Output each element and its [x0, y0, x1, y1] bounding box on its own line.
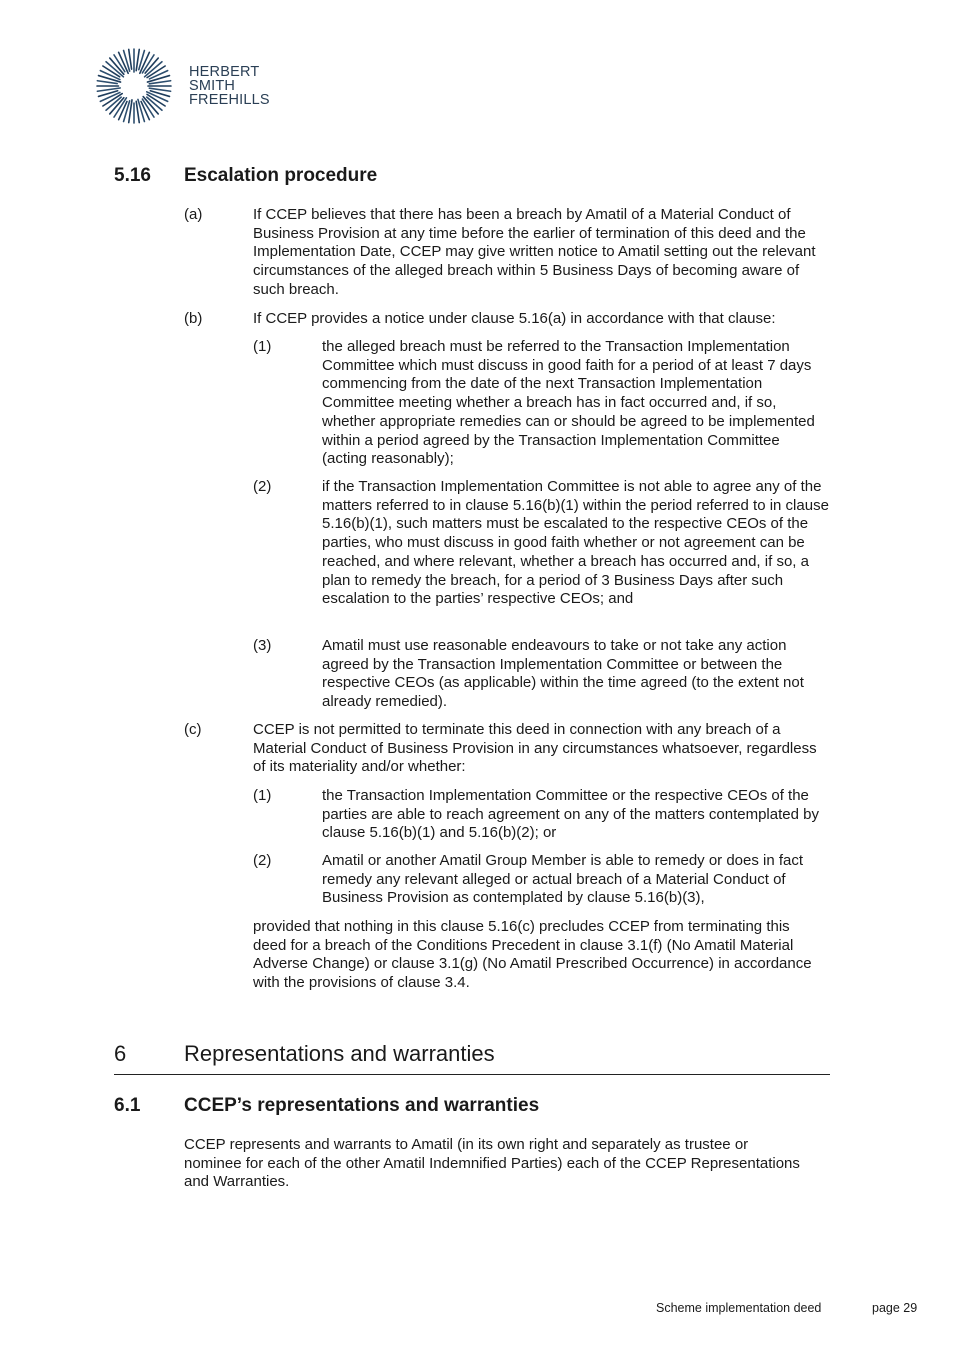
clause-a-text: If CCEP believes that there has been a breach by Amatil of a Material Conduct of Business Provision at any time before the earlier of termination of this deed and the Implementation Date, CCEP may give written notice to Amatil setting out the relevant circumstances of the alleged breach within 5 Business Days of becoming aware of such breach. — [253, 206, 816, 298]
clause-b-text: If CCEP provides a notice under clause 5.16(a) in accordance with that clause: — [253, 310, 776, 327]
subclause-label-b2: (2) — [253, 478, 272, 495]
subclause-label-b3: (3) — [253, 637, 272, 654]
sunburst-ray — [97, 81, 117, 84]
clause-label-b: (b) — [184, 310, 203, 327]
clause-c-proviso: provided that nothing in this clause 5.16(c) precludes CCEP from terminating this deed for a breach of the Conditions Precedent in clause 3.1(f) (No Amatil Material Adverse Change) or clause 3.1(g) (No Amatil Prescribed Occurrence) in accordance with the provisions of clause 3.4. — [253, 918, 812, 992]
logo-line-3: FREEHILLS — [189, 92, 270, 108]
section-title: CCEP’s representations and warranties — [184, 1095, 540, 1116]
logo-wordmark — [189, 65, 270, 107]
section-title: Representations and warranties — [184, 1041, 495, 1066]
footer-page-number: page 29 — [872, 1301, 918, 1315]
clause-label-c: (c) — [184, 721, 202, 738]
subclause-b3-text: Amatil must use reasonable endeavours to take or not take any action agreed by the Transaction Implementation Committee or between the respective CEOs (as applicable) within the time agreed (to the extent not already remedied). — [322, 637, 804, 711]
section-6-1-text: CCEP represents and warrants to Amatil (in its own right and separately as trustee or nominee for each of the other Amatil Indemnified Parties) each of the CCEP Representations and Warranties. — [184, 1136, 800, 1191]
logo-line-1: HERBERT — [189, 64, 260, 80]
sunburst-ray — [129, 49, 132, 69]
section-heading-6 — [114, 1040, 830, 1075]
subclause-c2-text: Amatil or another Amatil Group Member is able to remedy or does in fact remedy any relevant alleged or actual breach of a Material Conduct of Business Provision as contemplated by clause 5.16(b)(3), — [322, 852, 804, 907]
subclause-label-c2: (2) — [253, 852, 272, 869]
section-number: 6.1 — [114, 1095, 141, 1116]
herbert-smith-freehills-logo — [96, 48, 296, 128]
section-title: Escalation procedure — [184, 165, 378, 186]
clause-label-a: (a) — [184, 206, 203, 223]
subclause-label-c1: (1) — [253, 787, 272, 804]
section-heading-5-16 — [114, 165, 814, 189]
subclause-label-b1: (1) — [253, 338, 272, 355]
footer-doc-title: Scheme implementation deed — [656, 1301, 822, 1315]
subclause-b1-text: the alleged breach must be referred to the Transaction Implementation Committee which must discuss in good faith for a period of at least 7 days commencing from the date of the next Transaction Implementation Committee meeting whether a breach has in fact occurred and, if so, whether appropriate remedies can or should be agreed to be implemented within a period agreed by the Transaction Implementation Committee (acting reasonably); — [322, 338, 815, 468]
section-number: 6 — [114, 1041, 127, 1066]
logo-line-2: SMITH — [189, 78, 236, 94]
subclause-b2-text: if the Transaction Implementation Committee is not able to agree any of the matters referred to in clause 5.16(b)(1) within the period referred to in clause 5.16(b)(1), such matters must be escalated to the respective CEOs of the parties, who must discuss in good faith whether or not agreement can be reached, and where relevant, whether a breach has occurred and, if so, a plan to remedy the breach, for a period of 3 Business Days after such escalation to the parties’ respective CEOs; and — [322, 478, 829, 608]
subclause-c1-text: the Transaction Implementation Committee or the respective CEOs of the parties are able to reach agreement on any of the matters contemplated by clause 5.16(b)(1) and 5.16(b)(2); or — [322, 787, 819, 842]
clause-c-text: CCEP is not permitted to terminate this deed in connection with any breach of a Material Conduct of Business Provision in any circumstances whatsoever, regardless of its materiality and/or whether: — [253, 721, 817, 776]
sunburst-logo-icon — [96, 48, 176, 128]
section-heading-6-1 — [114, 1095, 814, 1119]
section-number: 5.16 — [114, 165, 151, 186]
